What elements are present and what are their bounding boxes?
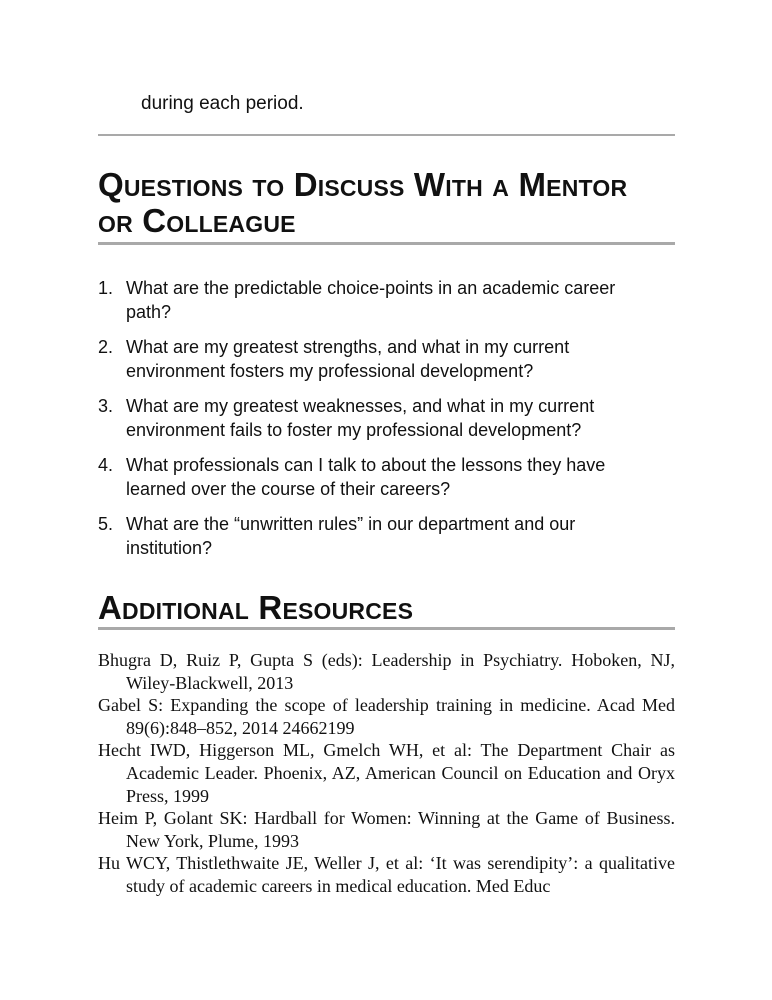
questions-heading-line2: or Colleague: [98, 202, 296, 239]
questions-list: [98, 276, 658, 571]
reference-entry: Gabel S: Expanding the scope of leadership training in medicine. Acad Med 89(6):848–852, 2014 24662199: [98, 695, 675, 738]
resources-heading: Additional Resources: [98, 589, 414, 626]
questions-heading-line1: Questions to Discuss With a Mentor: [98, 166, 628, 203]
questions-heading: [98, 167, 627, 239]
question-number: 3.: [98, 396, 114, 416]
question-item: [98, 394, 658, 442]
question-text: What are the “unwritten rules” in our department and our institution?: [126, 514, 576, 558]
question-item: [98, 335, 658, 383]
question-number: 5.: [98, 514, 114, 534]
question-item: [98, 512, 658, 560]
question-text: What professionals can I talk to about the lessons they have learned over the course of their careers?: [126, 455, 606, 499]
reference-entry: Hecht IWD, Higgerson ML, Gmelch WH, et al: The Department Chair as Academic Leader. Phoenix, AZ, American Council on Education and Oryx Press, 1999: [98, 740, 675, 806]
question-text: What are my greatest strengths, and what in my current environment fosters my professional development?: [126, 337, 570, 381]
question-number: 1.: [98, 278, 114, 298]
question-item: [98, 453, 658, 501]
question-number: 2.: [98, 337, 114, 357]
reference-entry: Bhugra D, Ruiz P, Gupta S (eds): Leadership in Psychiatry. Hoboken, NJ, Wiley-Blackwell, 2013: [98, 650, 675, 693]
question-text: What are my greatest weaknesses, and what in my current environment fails to foster my professional development?: [126, 396, 595, 440]
section-divider: [98, 134, 675, 136]
question-number: 4.: [98, 455, 114, 475]
question-text: What are the predictable choice-points in an academic career path?: [126, 278, 616, 322]
heading-underline: [98, 627, 675, 630]
question-item: [98, 276, 658, 324]
reference-list: [98, 649, 675, 898]
reference-entry: Hu WCY, Thistlethwaite JE, Weller J, et al: ‘It was serendipity’: a qualitative study of academic careers in medical education. Med Educ: [98, 853, 675, 896]
heading-underline: [98, 242, 675, 245]
lead-text: during each period.: [141, 93, 304, 114]
reference-entry: Heim P, Golant SK: Hardball for Women: Winning at the Game of Business. New York, Plume, 1993: [98, 808, 675, 851]
